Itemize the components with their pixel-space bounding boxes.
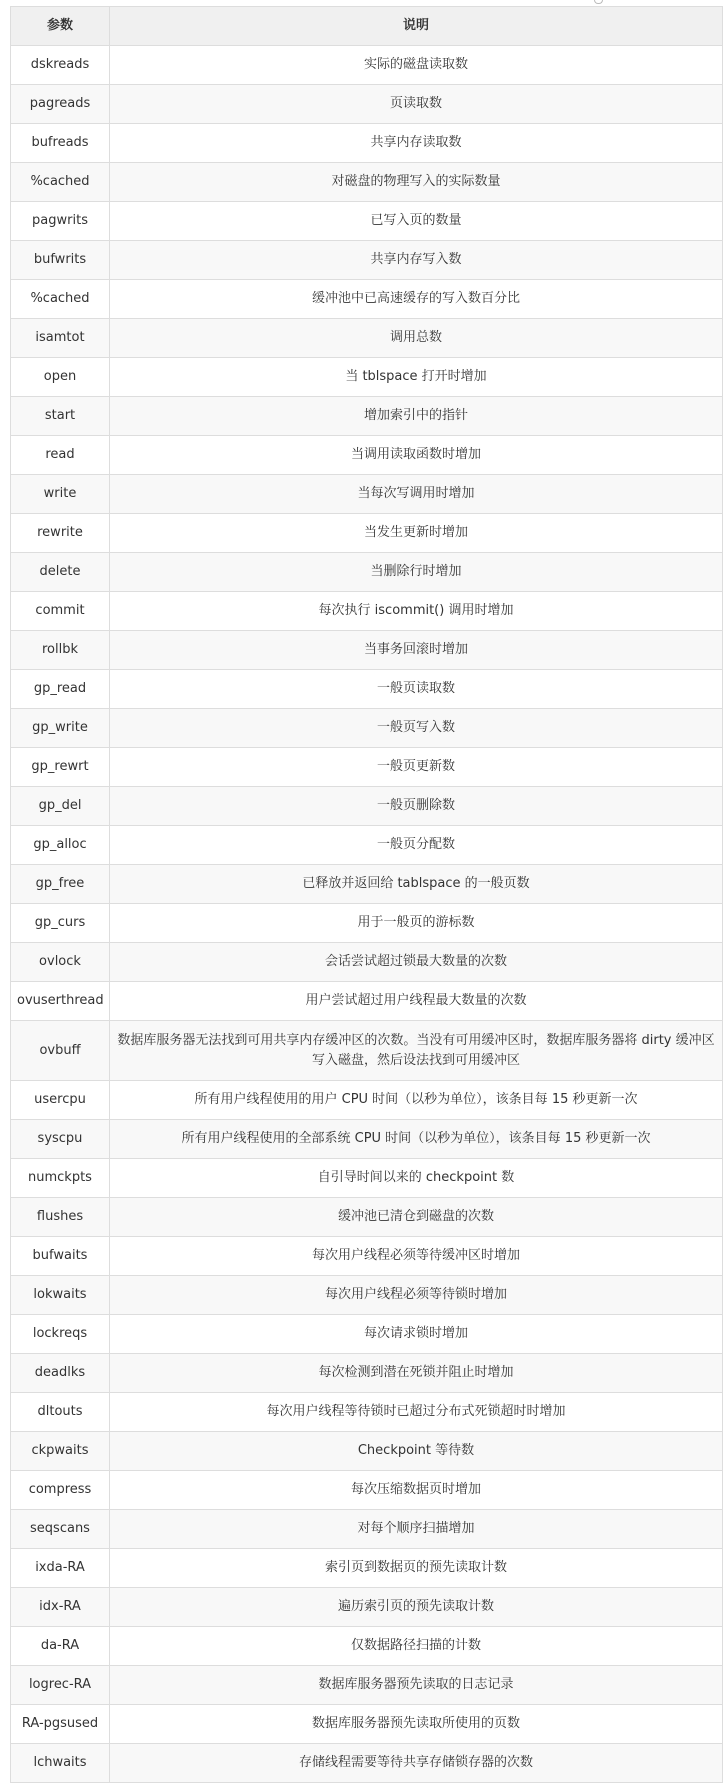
- table-row: [11, 1354, 723, 1393]
- table-row: [11, 46, 723, 85]
- param-cell: gp_curs: [11, 904, 110, 943]
- param-cell: lokwaits: [11, 1276, 110, 1315]
- param-cell: dskreads: [11, 46, 110, 85]
- table-row: [11, 670, 723, 709]
- table-row: [11, 436, 723, 475]
- header-description: 说明: [110, 7, 723, 46]
- header-row: [11, 7, 723, 46]
- description-cell: 每次执行 iscommit() 调用时增加: [110, 592, 723, 631]
- table-row: [11, 202, 723, 241]
- param-cell: bufwaits: [11, 1237, 110, 1276]
- description-cell: 存储线程需要等待共享存储锁存器的次数: [110, 1744, 723, 1783]
- param-cell: %cached: [11, 280, 110, 319]
- table-row: [11, 358, 723, 397]
- description-cell: 索引页到数据页的预先读取计数: [110, 1549, 723, 1588]
- description-cell: 所有用户线程使用的全部系统 CPU 时间（以秒为单位），该条目每 15 秒更新一次: [110, 1120, 723, 1159]
- param-cell: lockreqs: [11, 1315, 110, 1354]
- param-cell: logrec-RA: [11, 1666, 110, 1705]
- param-cell: gp_del: [11, 787, 110, 826]
- description-cell: 每次用户线程必须等待锁时增加: [110, 1276, 723, 1315]
- description-cell: 当发生更新时增加: [110, 514, 723, 553]
- table-row: [11, 553, 723, 592]
- table-row: [11, 1744, 723, 1783]
- table-row: [11, 1198, 723, 1237]
- table-row: [11, 1432, 723, 1471]
- param-cell: gp_free: [11, 865, 110, 904]
- table-row: [11, 124, 723, 163]
- param-cell: write: [11, 475, 110, 514]
- description-cell: 缓冲池中已高速缓存的写入数百分比: [110, 280, 723, 319]
- table-row: [11, 280, 723, 319]
- table-row: [11, 826, 723, 865]
- table-row: [11, 1021, 723, 1081]
- param-cell: seqscans: [11, 1510, 110, 1549]
- param-cell: start: [11, 397, 110, 436]
- param-cell: usercpu: [11, 1081, 110, 1120]
- description-cell: 当调用读取函数时增加: [110, 436, 723, 475]
- description-cell: 每次用户线程等待锁时已超过分布式死锁超时时增加: [110, 1393, 723, 1432]
- table-row: [11, 1237, 723, 1276]
- description-cell: 增加索引中的指针: [110, 397, 723, 436]
- table-header: [11, 7, 723, 46]
- param-cell: lchwaits: [11, 1744, 110, 1783]
- description-cell: 仅数据路径扫描的计数: [110, 1627, 723, 1666]
- description-cell: 一般页分配数: [110, 826, 723, 865]
- param-cell: compress: [11, 1471, 110, 1510]
- table-row: [11, 475, 723, 514]
- param-cell: gp_alloc: [11, 826, 110, 865]
- table-row: [11, 1315, 723, 1354]
- table-row: [11, 787, 723, 826]
- table-row: [11, 397, 723, 436]
- description-cell: 当删除行时增加: [110, 553, 723, 592]
- param-cell: ixda-RA: [11, 1549, 110, 1588]
- scroll-indicator-icon: [594, 0, 603, 4]
- param-cell: deadlks: [11, 1354, 110, 1393]
- description-cell: 一般页写入数: [110, 709, 723, 748]
- param-cell: rollbk: [11, 631, 110, 670]
- param-cell: dltouts: [11, 1393, 110, 1432]
- description-cell: 当每次写调用时增加: [110, 475, 723, 514]
- description-cell: 页读取数: [110, 85, 723, 124]
- table-row: [11, 1588, 723, 1627]
- description-cell: 会话尝试超过锁最大数量的次数: [110, 943, 723, 982]
- param-cell: rewrite: [11, 514, 110, 553]
- description-cell: 数据库服务器预先读取所使用的页数: [110, 1705, 723, 1744]
- description-cell: 遍历索引页的预先读取计数: [110, 1588, 723, 1627]
- table-row: [11, 709, 723, 748]
- description-cell: 用户尝试超过用户线程最大数量的次数: [110, 982, 723, 1021]
- description-cell: 一般页读取数: [110, 670, 723, 709]
- table-row: [11, 1549, 723, 1588]
- description-cell: 一般页更新数: [110, 748, 723, 787]
- table-body: [11, 46, 723, 1783]
- table-row: [11, 904, 723, 943]
- param-cell: bufreads: [11, 124, 110, 163]
- param-cell: %cached: [11, 163, 110, 202]
- description-cell: 每次请求锁时增加: [110, 1315, 723, 1354]
- table-row: [11, 319, 723, 358]
- param-cell: flushes: [11, 1198, 110, 1237]
- param-cell: commit: [11, 592, 110, 631]
- table-row: [11, 982, 723, 1021]
- param-cell: numckpts: [11, 1159, 110, 1198]
- param-cell: gp_write: [11, 709, 110, 748]
- description-cell: 已写入页的数量: [110, 202, 723, 241]
- param-cell: pagwrits: [11, 202, 110, 241]
- table-row: [11, 748, 723, 787]
- table-row: [11, 85, 723, 124]
- param-cell: RA-pgsused: [11, 1705, 110, 1744]
- table-row: [11, 1276, 723, 1315]
- description-cell: 一般页删除数: [110, 787, 723, 826]
- table-row: [11, 241, 723, 280]
- description-cell: 对每个顺序扫描增加: [110, 1510, 723, 1549]
- description-cell: 数据库服务器无法找到可用共享内存缓冲区的次数。当没有可用缓冲区时，数据库服务器将 dirty 缓冲区写入磁盘，然后设法找到可用缓冲区: [110, 1021, 723, 1081]
- table-row: [11, 1510, 723, 1549]
- table-row: [11, 1159, 723, 1198]
- table-row: [11, 1120, 723, 1159]
- param-cell: delete: [11, 553, 110, 592]
- description-cell: 当 tblspace 打开时增加: [110, 358, 723, 397]
- table-row: [11, 631, 723, 670]
- description-cell: 每次用户线程必须等待缓冲区时增加: [110, 1237, 723, 1276]
- table-row: [11, 1471, 723, 1510]
- description-cell: 对磁盘的物理写入的实际数量: [110, 163, 723, 202]
- table-row: [11, 943, 723, 982]
- description-cell: 自引导时间以来的 checkpoint 数: [110, 1159, 723, 1198]
- table-row: [11, 163, 723, 202]
- param-cell: isamtot: [11, 319, 110, 358]
- param-cell: gp_rewrt: [11, 748, 110, 787]
- param-cell: gp_read: [11, 670, 110, 709]
- param-cell: ovuserthread: [11, 982, 110, 1021]
- description-cell: 共享内存读取数: [110, 124, 723, 163]
- description-cell: 实际的磁盘读取数: [110, 46, 723, 85]
- table-row: [11, 1627, 723, 1666]
- param-cell: idx-RA: [11, 1588, 110, 1627]
- description-cell: 数据库服务器预先读取的日志记录: [110, 1666, 723, 1705]
- table-row: [11, 1081, 723, 1120]
- description-cell: Checkpoint 等待数: [110, 1432, 723, 1471]
- header-param: 参数: [11, 7, 110, 46]
- description-cell: 调用总数: [110, 319, 723, 358]
- parameter-table: [10, 6, 723, 1783]
- param-cell: syscpu: [11, 1120, 110, 1159]
- param-cell: open: [11, 358, 110, 397]
- description-cell: 已释放并返回给 tablspace 的一般页数: [110, 865, 723, 904]
- table-row: [11, 514, 723, 553]
- param-cell: pagreads: [11, 85, 110, 124]
- table-row: [11, 1393, 723, 1432]
- param-cell: read: [11, 436, 110, 475]
- table-row: [11, 1666, 723, 1705]
- description-cell: 每次压缩数据页时增加: [110, 1471, 723, 1510]
- description-cell: 当事务回滚时增加: [110, 631, 723, 670]
- table-row: [11, 592, 723, 631]
- param-cell: bufwrits: [11, 241, 110, 280]
- description-cell: 缓冲池已清仓到磁盘的次数: [110, 1198, 723, 1237]
- description-cell: 每次检测到潜在死锁并阻止时增加: [110, 1354, 723, 1393]
- description-cell: 共享内存写入数: [110, 241, 723, 280]
- param-cell: da-RA: [11, 1627, 110, 1666]
- param-cell: ckpwaits: [11, 1432, 110, 1471]
- table-row: [11, 865, 723, 904]
- param-cell: ovbuff: [11, 1021, 110, 1081]
- description-cell: 用于一般页的游标数: [110, 904, 723, 943]
- param-cell: ovlock: [11, 943, 110, 982]
- table-row: [11, 1705, 723, 1744]
- description-cell: 所有用户线程使用的用户 CPU 时间（以秒为单位），该条目每 15 秒更新一次: [110, 1081, 723, 1120]
